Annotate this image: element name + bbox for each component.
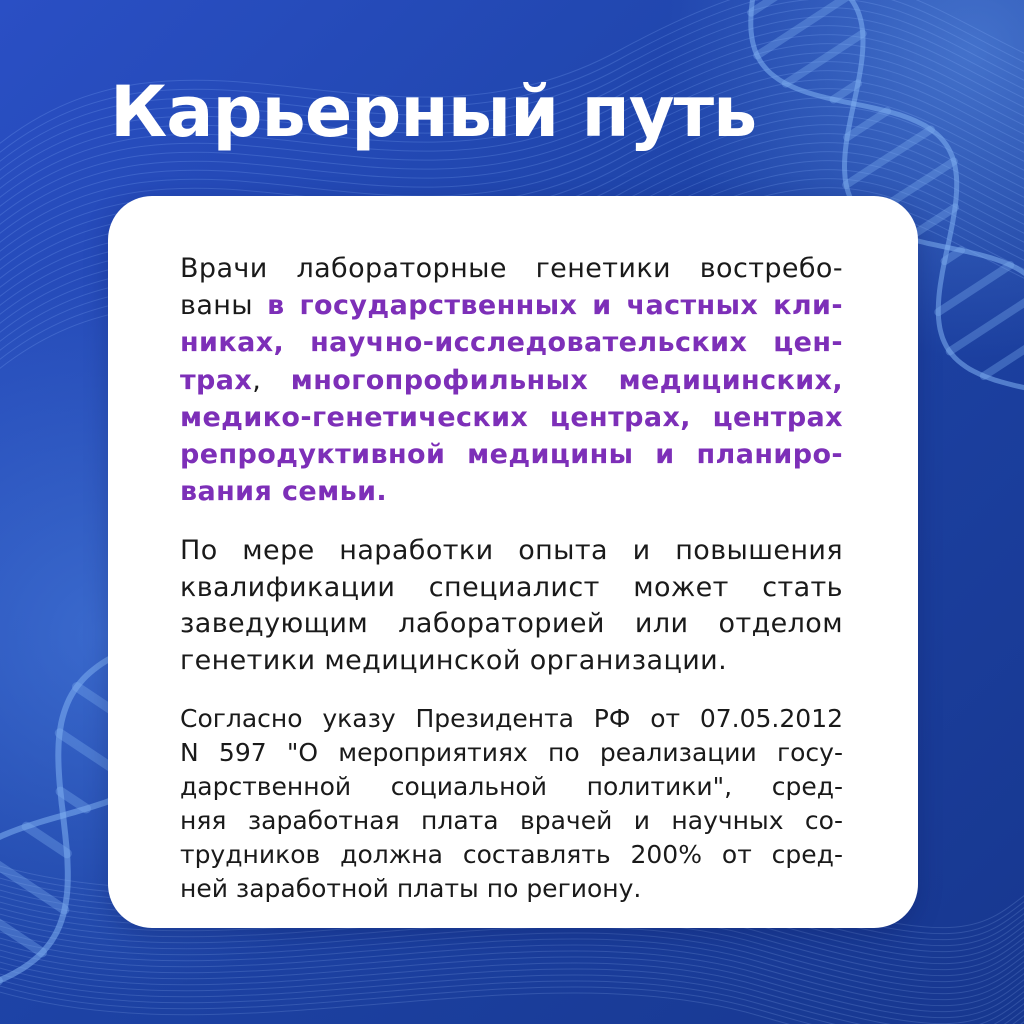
page-title: Карьерный путь	[110, 71, 757, 153]
text-line	[180, 362, 843, 399]
highlighted-text: вания семьи.	[180, 476, 388, 508]
highlighted-text: трах	[180, 364, 253, 396]
text-line: генетики медицинской организации.	[180, 644, 728, 676]
text-line	[180, 250, 843, 287]
info-card	[108, 196, 918, 928]
text-line	[180, 473, 843, 510]
text-line	[180, 324, 843, 361]
text-line	[180, 287, 843, 324]
career-growth-paragraph	[180, 533, 843, 679]
text-line: N 597 "О мероприятиях по реализации госу-	[180, 738, 843, 768]
highlighted-text: многопрофильных медицинских,	[290, 364, 843, 396]
text-line: ней заработной платы по региону.	[180, 874, 642, 904]
text-line: квалификации специалист может стать	[180, 571, 843, 603]
text-run: ,	[252, 364, 291, 396]
text-line	[180, 436, 843, 473]
text-line: няя заработная плата врачей и научных со-	[180, 806, 843, 836]
highlighted-text: репродуктивной медицины и планиро-	[180, 439, 843, 471]
card-text	[180, 250, 843, 906]
text-line: заведующим лабораторией или отделом	[180, 608, 843, 640]
text-run: Врачи лабораторные генетики востребо-	[180, 253, 843, 284]
text-line: дарственной социальной политики", сред-	[180, 772, 843, 802]
highlighted-text: никах, научно-исследовательских цен-	[180, 327, 843, 359]
text-line: трудников должна составлять 200% от сред-	[180, 840, 843, 870]
text-run: ваны	[180, 290, 268, 322]
demand-paragraph	[180, 250, 843, 510]
text-line	[180, 399, 843, 436]
highlighted-text: в государственных и частных кли-	[267, 290, 843, 322]
text-line: Согласно указу Президента РФ от 07.05.2012	[180, 704, 843, 734]
text-line: По мере наработки опыта и повышения	[180, 535, 843, 567]
salary-decree-paragraph	[180, 702, 843, 906]
highlighted-text: медико-генетических центрах, центрах	[180, 401, 843, 433]
